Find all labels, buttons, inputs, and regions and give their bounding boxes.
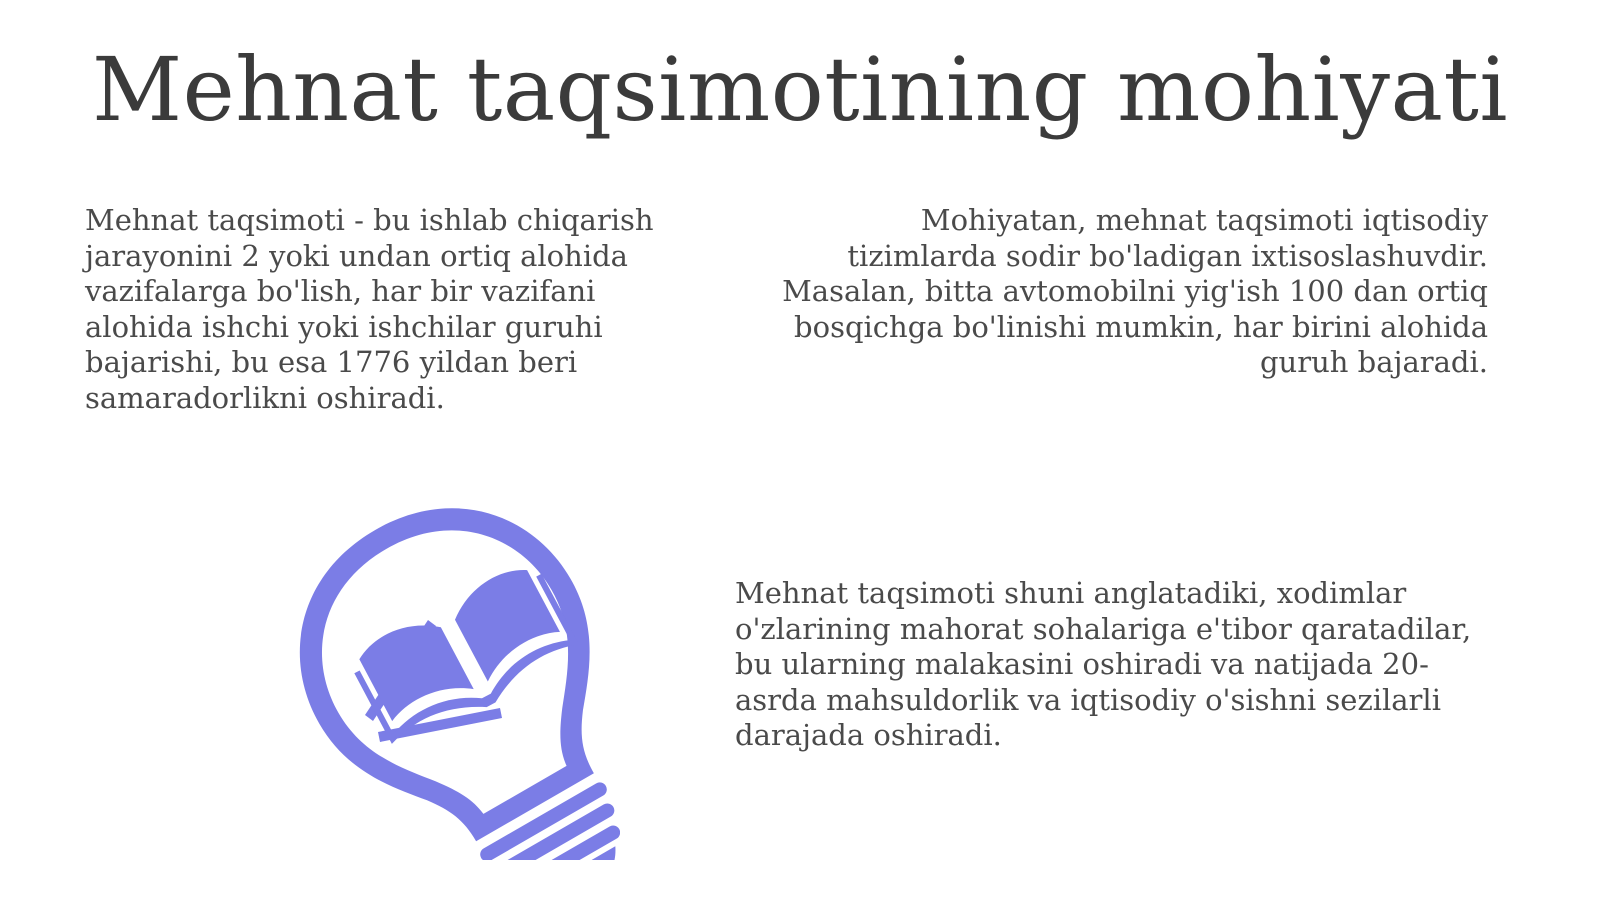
right-paragraph: Mohiyatan, mehnat taqsimoti iqtisodiy tizimlarda sodir bo'ladigan ixtisoslashuvdir. Masalan, bitta avtomobilni yig'ish 100 dan ortiq bosqichga bo'linishi mumkin, har birini alohida guruh bajaradi. — [782, 203, 1488, 379]
slide-title: Mehnat taqsimotining mohiyati — [92, 38, 1508, 141]
left-paragraph: Mehnat taqsimoti - bu ishlab chiqarish jarayonini 2 yoki undan ortiq alohida vazifalarga bo'lish, har bir vazifani alohida ishchi yoki ishchilar guruhi bajarishi, bu esa 1776 yildan beri samaradorlikni oshiradi. — [85, 203, 654, 415]
bottom-paragraph: Mehnat taqsimoti shuni anglatadiki, xodimlar o'zlarining mahorat sohalariga e'tibor qaratadilar, bu ularning malakasini oshiradi va natijada 20-asrda mahsuldorlik va iqtisodiy o'sishni sezilarli darajada oshiradi. — [735, 576, 1472, 752]
lightbulb-book-icon — [200, 500, 620, 860]
